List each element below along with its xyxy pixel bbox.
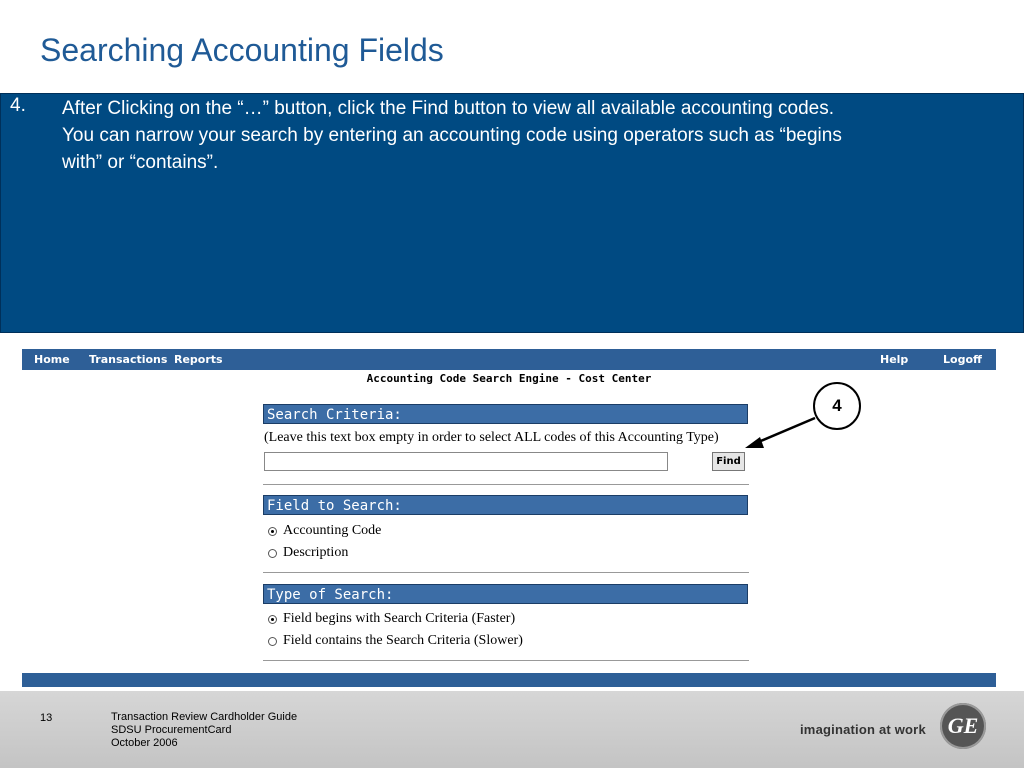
- divider: [263, 484, 749, 485]
- nav-help-link[interactable]: Help: [880, 353, 909, 366]
- find-button[interactable]: Find: [712, 452, 745, 471]
- radio-selected-icon[interactable]: [268, 615, 277, 624]
- step-callout-badge: 4: [813, 382, 861, 430]
- radio-unselected-icon[interactable]: [268, 549, 277, 558]
- footer-line: Transaction Review Cardholder Guide: [111, 711, 298, 723]
- nav-home-link[interactable]: Home: [34, 353, 70, 366]
- app-navbar: [22, 349, 996, 370]
- step-line: with” or “contains”.: [62, 152, 219, 173]
- radio-label: Description: [283, 545, 349, 560]
- nav-reports-link[interactable]: Reports: [174, 353, 223, 366]
- divider: [263, 660, 749, 661]
- search-criteria-input[interactable]: [264, 452, 668, 471]
- page-number: 13: [40, 712, 53, 724]
- field-to-search-header: Field to Search:: [263, 495, 748, 515]
- radio-selected-icon[interactable]: [268, 527, 277, 536]
- app-bottom-bar: [22, 673, 996, 687]
- slide-title: Searching Accounting Fields: [40, 32, 444, 68]
- search-criteria-header: Search Criteria:: [263, 404, 748, 424]
- search-engine-title: Accounting Code Search Engine - Cost Center: [366, 372, 652, 385]
- criteria-hint: (Leave this text box empty in order to select ALL codes of this Accounting Type): [264, 430, 719, 445]
- brand-tagline: imagination at work: [800, 722, 926, 737]
- radio-accounting-code[interactable]: [268, 522, 381, 540]
- slide-footer: [0, 691, 1024, 768]
- type-of-search-header: Type of Search:: [263, 584, 748, 604]
- radio-description[interactable]: [268, 544, 348, 562]
- footer-line: SDSU ProcurementCard: [111, 724, 232, 736]
- radio-begins-with[interactable]: [268, 610, 515, 628]
- footer-info: [111, 711, 297, 750]
- radio-unselected-icon[interactable]: [268, 637, 277, 646]
- divider: [263, 572, 749, 573]
- footer-line: October 2006: [111, 737, 178, 749]
- step-instructions: [62, 95, 1012, 176]
- radio-label: Accounting Code: [283, 523, 382, 538]
- ge-logo-icon: GE: [940, 703, 986, 749]
- step-line: After Clicking on the “…” button, click the Find button to view all available accounting codes.: [62, 98, 835, 119]
- step-number: 4.: [10, 95, 26, 116]
- radio-contains[interactable]: [268, 632, 523, 650]
- radio-label: Field contains the Search Criteria (Slower): [283, 633, 523, 648]
- nav-transactions-link[interactable]: Transactions: [89, 353, 168, 366]
- radio-label: Field begins with Search Criteria (Faster): [283, 611, 516, 626]
- step-line: You can narrow your search by entering an accounting code using operators such as “begins: [62, 125, 842, 146]
- nav-logoff-link[interactable]: Logoff: [943, 353, 982, 366]
